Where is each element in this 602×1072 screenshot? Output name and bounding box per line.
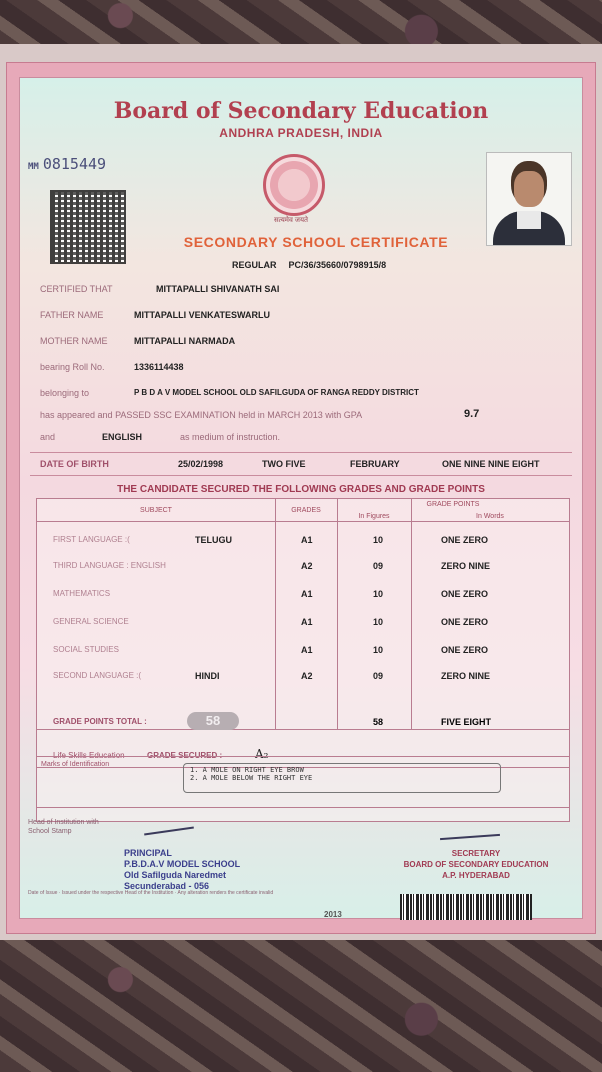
emblem-caption: सत्यमेव जयते <box>273 217 309 224</box>
roll-row <box>40 362 184 372</box>
total-words: FIVE EIGHT <box>441 717 492 727</box>
mark-line: 1. A MOLE ON RIGHT EYE BROW <box>190 766 304 774</box>
candidate-photo <box>486 152 572 246</box>
col-subject: SUBJECT <box>140 507 172 514</box>
serial-value: 0815449 <box>42 155 107 173</box>
passed-text: has appeared and PASSED SSC EXAMINATION held in MARCH 2013 with GPA <box>40 410 363 420</box>
dob-month: FEBRUARY <box>350 459 400 469</box>
mark-line: 2. A MOLE BELOW THE RIGHT EYE <box>190 774 313 782</box>
certificate-code: PC/36/35660/0798915/8 <box>288 260 387 270</box>
school-name: P B D A V MODEL SCHOOL OLD SAFILGUDA OF RANGA REDDY DISTRICT <box>134 388 419 397</box>
principal-signature-icon <box>144 827 194 836</box>
serial-number <box>28 154 106 173</box>
total-label: GRADE POINTS TOTAL : <box>53 717 147 726</box>
roll-number: 1336114438 <box>134 362 184 372</box>
medium-value: ENGLISH <box>102 432 143 442</box>
grade-row: THIRD LANGUAGE : ENGLISH A2 09 ZERO NINE <box>53 561 491 571</box>
principal-school: P.B.D.A.V MODEL SCHOOL <box>124 859 241 869</box>
date-of-birth-row <box>30 452 572 476</box>
grade-row: SOCIAL STUDIES A1 10 ONE ZERO <box>53 645 489 655</box>
certificate-type <box>232 260 386 270</box>
medium-row <box>40 432 281 442</box>
dob-year-words: ONE NINE NINE EIGHT <box>442 459 540 469</box>
certificate-body <box>19 77 583 919</box>
issue-year: 2013 <box>324 910 342 919</box>
secretary-place: A.P. HYDERABAD <box>442 871 510 880</box>
passed-row <box>40 410 570 420</box>
col-in-figures: In Figures <box>358 513 390 520</box>
grade-secured-label: GRADE SECURED : <box>147 751 223 760</box>
candidate-name: MITTAPALLI SHIVANATH SAI <box>156 284 280 294</box>
grade-secured-value: A₂ <box>255 747 269 761</box>
board-title: Board of Secondary Education <box>113 98 489 124</box>
secretary-block <box>376 848 576 881</box>
and-label: and <box>40 432 56 442</box>
total-badge: 58 <box>187 712 239 730</box>
gpa-value: 9.7 <box>464 408 480 420</box>
principal-title: PRINCIPAL <box>124 848 172 858</box>
grade-row: SECOND LANGUAGE :( HINDI A2 09 ZERO NINE <box>53 671 491 681</box>
grade-row: MATHEMATICS A1 10 ONE ZERO <box>53 589 489 599</box>
roll-label: bearing Roll No. <box>40 362 105 372</box>
secretary-signature-icon <box>440 834 500 840</box>
father-row <box>40 310 270 320</box>
total-figure: 58 <box>373 717 384 727</box>
certificate-name: SECONDARY SCHOOL CERTIFICATE <box>183 234 449 250</box>
certified-label: CERTIFIED THAT <box>40 284 113 294</box>
col-in-words: In Words <box>476 513 504 520</box>
mother-name: MITTAPALLI NARMADA <box>134 336 236 346</box>
grades-heading: THE CANDIDATE SECURED THE FOLLOWING GRADES AND GRADE POINTS <box>117 484 485 495</box>
principal-stamp <box>124 848 240 892</box>
col-grades: GRADES <box>291 507 321 514</box>
belonging-label: belonging to <box>40 388 90 398</box>
qr-code-icon <box>50 190 126 264</box>
secretary-title: SECRETARY <box>451 849 501 858</box>
barcode-icon <box>400 894 532 920</box>
certificate <box>6 62 596 934</box>
life-skills-label: Life Skills Education <box>53 751 125 760</box>
principal-address-2: Secunderabad - 056 <box>124 881 210 891</box>
marks-label: Marks of Identification <box>41 761 110 768</box>
school-row <box>40 388 419 398</box>
certified-row <box>40 284 280 294</box>
col-grade-points: GRADE POINTS <box>426 501 480 508</box>
state-emblem-icon <box>263 154 325 216</box>
father-name: MITTAPALLI VENKATESWARLU <box>134 310 270 320</box>
board-subtitle: ANDHRA PRADESH, INDIA <box>219 126 383 140</box>
grade-total-row <box>37 711 569 733</box>
dob-label: DATE OF BIRTH <box>40 459 109 469</box>
dob-day-words: TWO FIVE <box>262 459 306 469</box>
marks-text-box <box>183 763 501 793</box>
certificate-type-label: REGULAR <box>232 260 277 270</box>
medium-text: as medium of instruction. <box>180 432 281 442</box>
fine-print: Date of Issue · Issued under the respective Head of the Institution · Any alteration renders the certificate invalid <box>28 890 274 896</box>
fabric-background-bottom <box>0 940 602 1072</box>
identification-marks <box>36 756 570 808</box>
grade-row: GENERAL SCIENCE A1 10 ONE ZERO <box>53 617 489 627</box>
mother-label: MOTHER NAME <box>40 336 108 346</box>
head-of-institution-label: Head of Institution with School Stamp <box>28 819 99 835</box>
mother-row <box>40 336 236 346</box>
dob-date: 25/02/1998 <box>178 459 224 469</box>
secretary-board: BOARD OF SECONDARY EDUCATION <box>403 860 549 869</box>
serial-prefix: MM <box>28 162 39 172</box>
grade-row: FIRST LANGUAGE :( TELUGU A1 10 ONE ZERO <box>53 535 489 545</box>
father-label: FATHER NAME <box>40 310 104 320</box>
principal-address-1: Old Safilguda Naredmet <box>124 870 227 880</box>
